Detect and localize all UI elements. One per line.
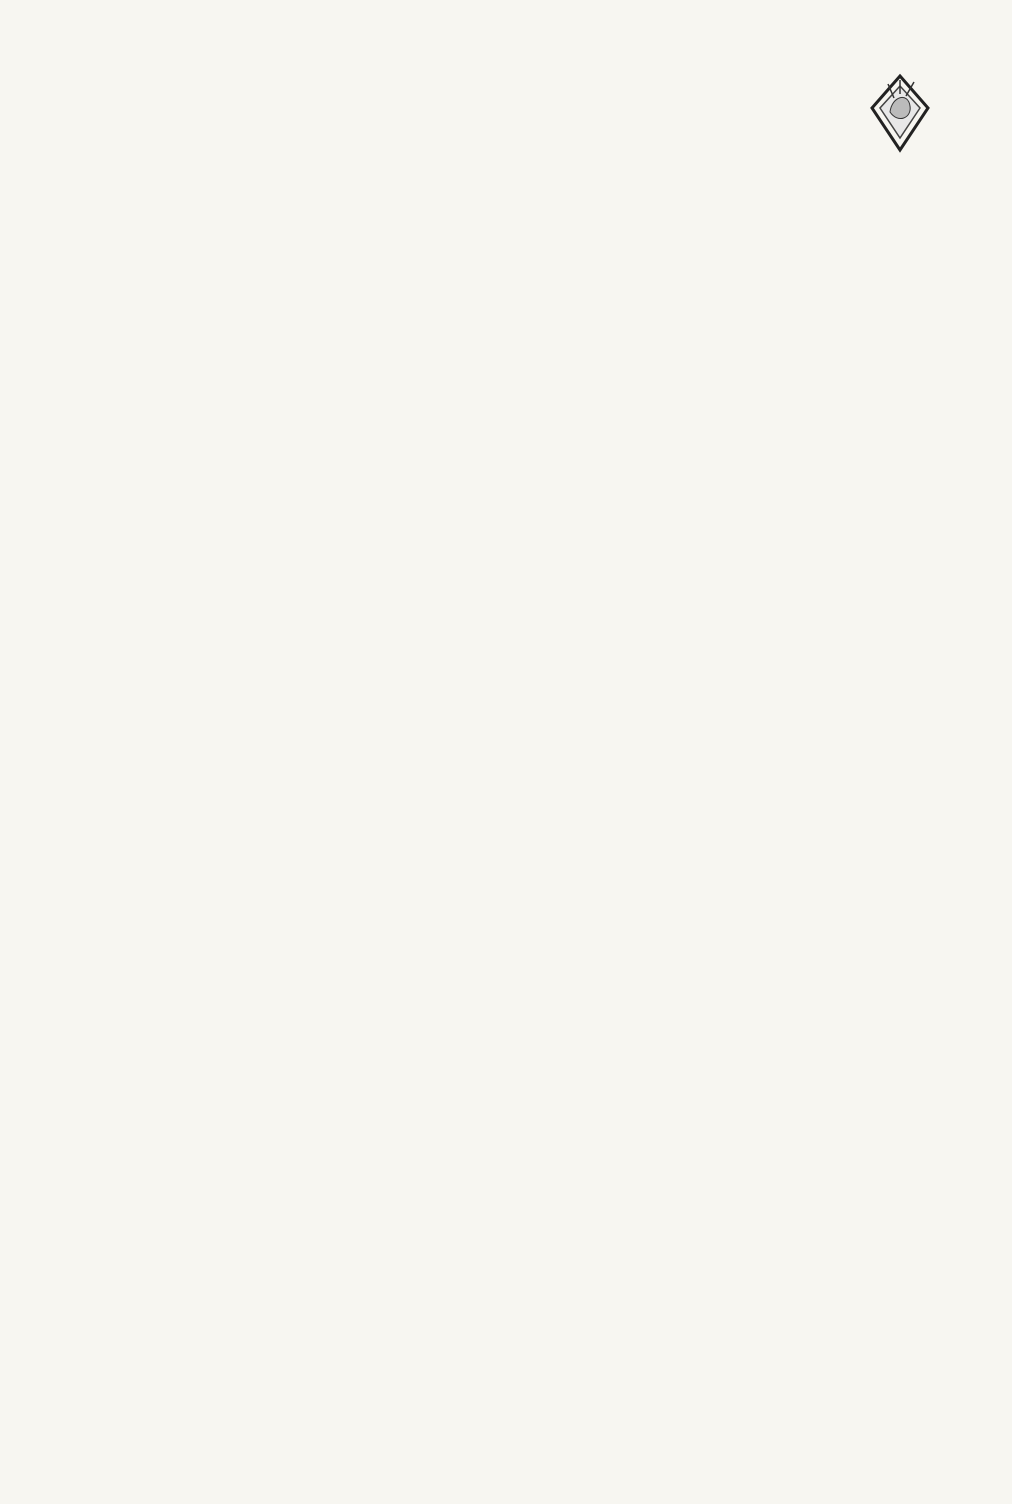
comment-entry xyxy=(30,216,945,245)
questionnaire-results xyxy=(30,216,945,273)
decorative-border-bottom xyxy=(0,1432,1012,1504)
reply-line xyxy=(66,216,945,245)
page-header xyxy=(422,82,862,90)
decorative-border-right xyxy=(950,70,1012,1432)
rose-window-logo-icon xyxy=(868,72,932,154)
decorative-border-top xyxy=(0,0,1012,70)
